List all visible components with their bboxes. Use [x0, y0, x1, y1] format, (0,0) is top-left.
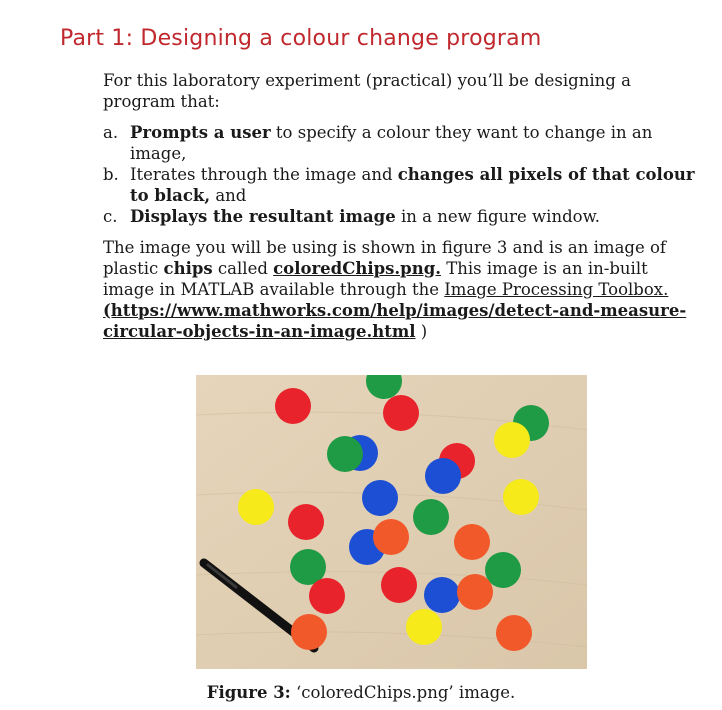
list-item-text: in a new figure window. — [395, 207, 600, 226]
chip-blue — [425, 458, 461, 494]
list-marker: b. — [103, 165, 119, 184]
list-item — [103, 122, 703, 164]
chip-yellow — [503, 479, 539, 515]
chips-term: chips — [163, 259, 213, 278]
list-item-bold: changes all pixels of that colour to black, — [130, 165, 695, 205]
list-item-bold: Prompts a user — [130, 123, 271, 142]
body-text: The image you will be using is shown in figure 3 and is an image of plastic — [103, 238, 667, 278]
chip-green — [413, 499, 449, 535]
colored-chips-figure — [196, 375, 587, 669]
chip-red — [383, 395, 419, 431]
chip-blue — [424, 577, 460, 613]
chip-yellow — [494, 422, 530, 458]
body-text: called — [212, 259, 274, 278]
chip-yellow — [238, 489, 274, 525]
toolbox-link[interactable]: Image Processing Toolbox. — [444, 280, 669, 299]
body-text: This image is an in-built image in MATLAB available through the — [103, 259, 648, 299]
chip-green — [485, 552, 521, 588]
image-description-paragraph — [103, 237, 703, 342]
chip-blue — [362, 480, 398, 516]
list-item-text: Iterates through the image and — [130, 165, 398, 184]
figure-caption-text: ‘coloredChips.png’ image. — [290, 683, 516, 702]
chip-orange — [291, 614, 327, 650]
list-item-text: to specify a colour they want to change in an image, — [130, 123, 653, 163]
list-item — [103, 164, 703, 206]
list-marker: a. — [103, 123, 119, 142]
filename-link[interactable]: coloredChips.png. — [273, 259, 441, 278]
chip-yellow — [406, 609, 442, 645]
chip-red — [288, 504, 324, 540]
chip-red — [309, 578, 345, 614]
chip-orange — [496, 615, 532, 651]
chip-orange — [373, 519, 409, 555]
figure-caption — [0, 682, 722, 703]
figure-label: Figure 3: — [206, 683, 291, 702]
list-marker: c. — [103, 207, 118, 226]
colored-chips-image — [196, 375, 587, 669]
chip-orange — [454, 524, 490, 560]
list-item-bold: Displays the resultant image — [130, 207, 396, 226]
chip-red — [381, 567, 417, 603]
intro-paragraph: For this laboratory experiment (practical) you’ll be designing a program that: — [103, 71, 631, 111]
chip-orange — [457, 574, 493, 610]
chip-green — [327, 436, 363, 472]
section-heading: Part 1: Designing a colour change program — [60, 26, 542, 51]
list-item — [103, 206, 703, 227]
url-link[interactable]: (https://www.mathworks.com/help/images/detect-and-measure-circular-objects-in-an-image.html — [103, 301, 687, 341]
requirements-list — [103, 122, 703, 227]
body-text: ) — [415, 322, 428, 341]
list-item-text: and — [210, 186, 247, 205]
chip-red — [275, 388, 311, 424]
